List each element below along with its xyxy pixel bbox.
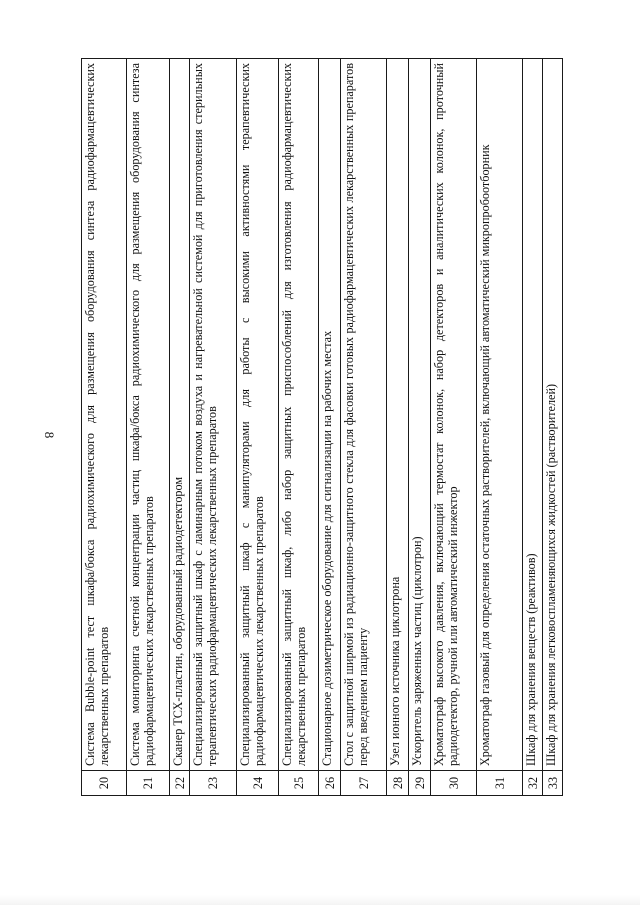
row-number: 28 [387,771,409,796]
row-text: Сканер ТСХ-пластин, оборудованный радиодетектором [170,59,190,771]
table-row [170,59,190,796]
page-number: 8 [42,431,57,439]
scan-bottom-edge [0,895,640,905]
row-text: Узел ионного источника циклотрона [387,59,409,771]
row-text: Система Bubble-point тест шкафа/бокса радиохимического для размещения оборудования синтеза радиофармацевтических лекарственных препаратов [82,59,127,771]
table-row [523,59,543,796]
row-text: Ускоритель заряженных частиц (циклотрон) [409,59,431,771]
table-row [387,59,409,796]
table-row [431,59,477,796]
row-number: 21 [127,771,170,796]
row-number: 29 [409,771,431,796]
table-row [127,59,170,796]
row-number: 20 [82,771,127,796]
table-row [319,59,341,796]
row-number: 31 [477,771,523,796]
table-row [543,59,563,796]
table-row [82,59,127,796]
row-number: 24 [237,771,279,796]
row-text: Специализированный защитный шкаф, либо набор защитных приспособлений для изготовления радиофармацевтических лекарственных препаратов [279,59,319,771]
row-text: Специализированный защитный шкаф с манипуляторами для работы с высокими активностями терапевтических радиофармацевтических лекарственных препаратов [237,59,279,771]
table-row [341,59,387,796]
row-text: Специализированный защитный шкаф с ламинарным потоком воздуха и нагревательной системой для приготовления стерильных терапевтических радиофармацевтических лекарственных препаратов [190,59,237,771]
row-number: 27 [341,771,387,796]
row-text: Хроматограф высокого давления, включающий термостат колонок, набор детекторов и аналитических колонок, проточный радиодетектор, ручной или автоматический инжектор [431,59,477,771]
row-number: 22 [170,771,190,796]
row-number: 30 [431,771,477,796]
table-row [477,59,523,796]
table-row [279,59,319,796]
table-row [409,59,431,796]
row-number: 26 [319,771,341,796]
row-text: Стол с защитной ширмой из радиационно-защитного стекла для фасовки готовых радиофармацевтических лекарственных препаратов перед введением пациенту [341,59,387,771]
rotated-table-container [81,58,560,796]
row-number: 33 [543,771,563,796]
row-number: 25 [279,771,319,796]
row-text: Стационарное дозиметрическое оборудование для сигнализации на рабочих местах [319,59,341,771]
row-number: 32 [523,771,543,796]
row-number: 23 [190,771,237,796]
table-row [190,59,237,796]
row-text: Шкаф для хранения легковоспламеняющихся жидкостей (растворителей) [543,59,563,771]
row-text: Хроматограф газовый для определения остаточных растворителей, включающий автоматический микропробоотборник [477,59,523,771]
table-row [237,59,279,796]
row-text: Система мониторинга счетной концентрации частиц шкафа/бокса радиохимического для размещения оборудования синтеза радиофармацевтических лекарственных препаратов [127,59,170,771]
equipment-table [81,58,563,796]
row-text: Шкаф для хранения веществ (реактивов) [523,59,543,771]
